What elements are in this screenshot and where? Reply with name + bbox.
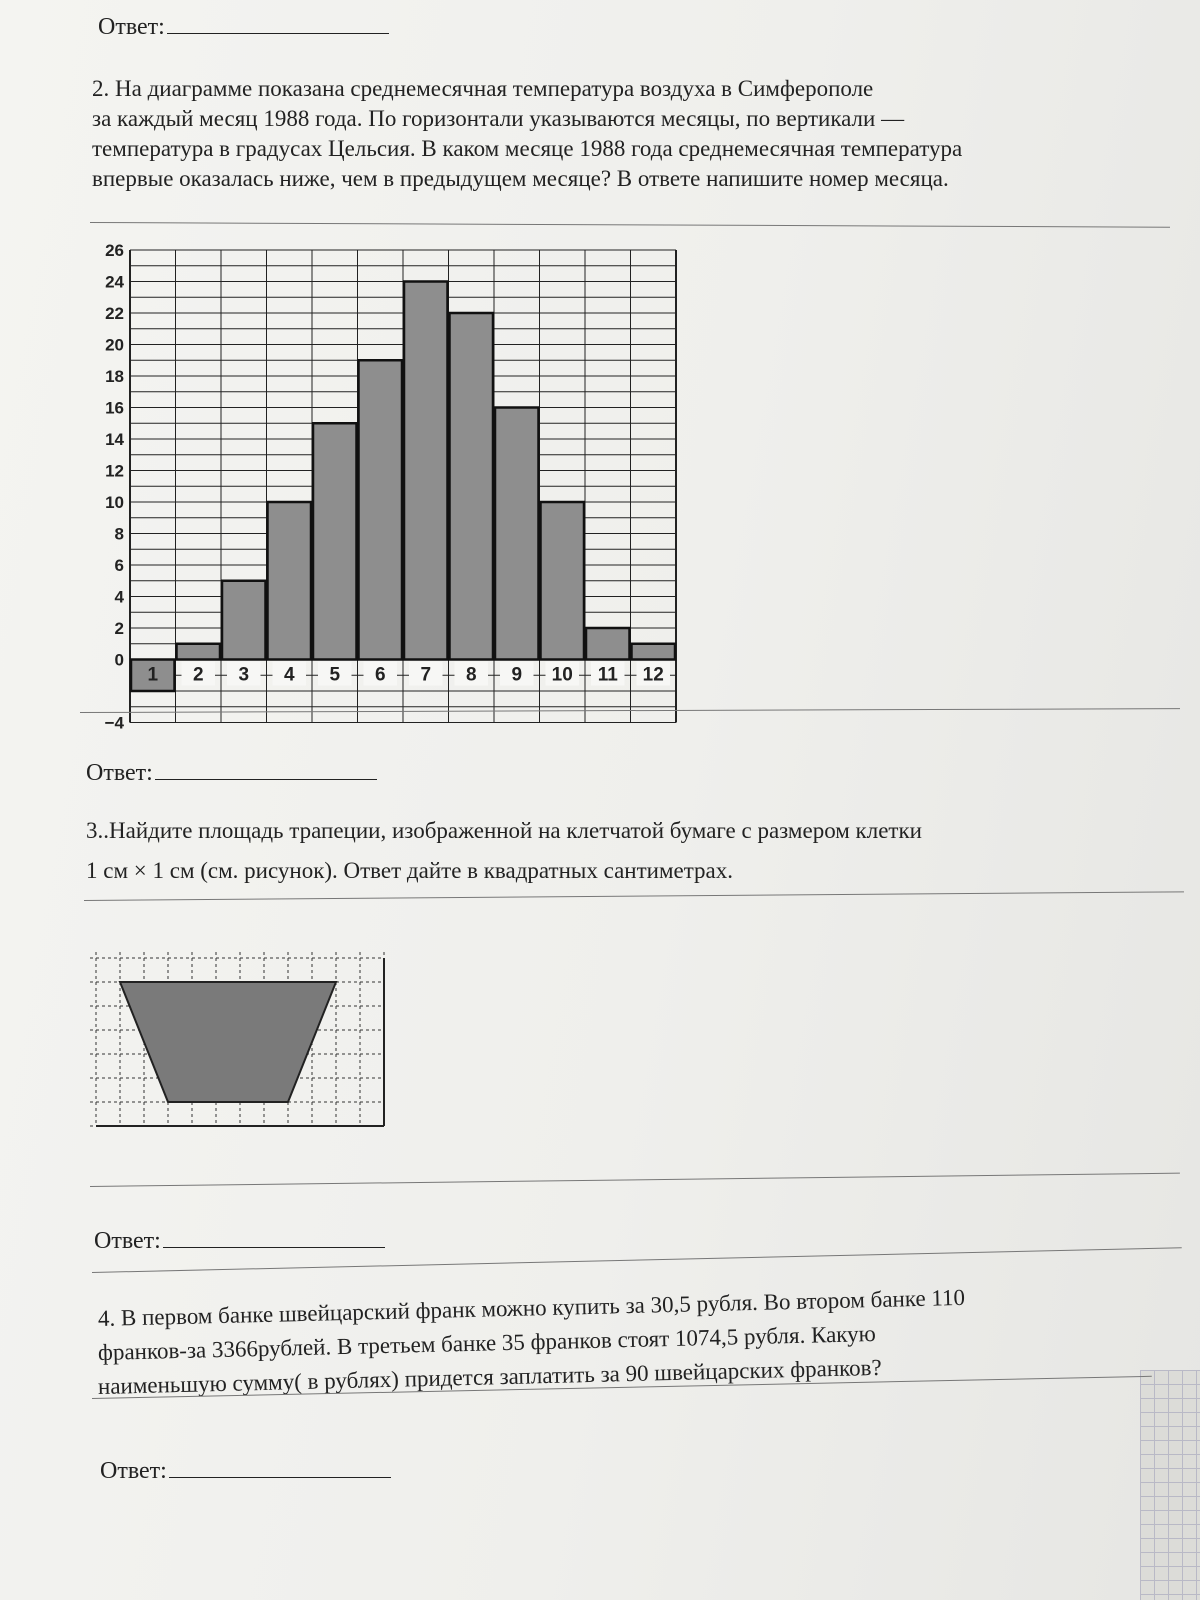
bar-month-5 <box>313 423 357 659</box>
answer-2 <box>86 760 377 787</box>
bar-month-11 <box>586 628 630 660</box>
trapezoid-shape <box>120 982 336 1102</box>
answer-blank <box>169 1459 391 1478</box>
task4-line-2: франков-за 3366рублей. В третьем банке 35 франков стоят 1074,5 рубля. Какую <box>97 1320 877 1365</box>
y-tick-label: 10 <box>105 493 124 512</box>
bar-month-10 <box>541 502 585 660</box>
y-tick-label: 18 <box>105 367 124 386</box>
task2-line-1: 2. На диаграмме показана среднемесячная температура воздуха в Симферополе <box>92 76 874 101</box>
trapezoid-figure <box>84 950 384 1150</box>
x-tick-label: 2 <box>192 664 204 686</box>
temperature-chart <box>80 240 710 733</box>
x-tick-label: 1 <box>147 664 159 686</box>
bar-month-4 <box>268 502 312 660</box>
bar-month-12 <box>632 644 676 660</box>
chart-y-labels <box>105 241 125 733</box>
task2-line-2: за каждый месяц 1988 года. По горизонтали указываются месяцы, по вертикали — <box>92 106 905 131</box>
y-tick-label: 12 <box>105 461 124 481</box>
y-tick-label: −4 <box>104 713 124 733</box>
answer-1 <box>98 14 389 41</box>
task2-line-4: впервые оказалась ниже, чем в предыдущем месяце? В ответе напишите номер месяца. <box>92 166 949 191</box>
answer-label: Ответ: <box>98 14 165 40</box>
y-tick-label: 0 <box>114 650 124 670</box>
answer-label: Ответ: <box>100 1458 167 1484</box>
y-tick-label: 14 <box>105 430 124 449</box>
answer-4 <box>100 1458 391 1485</box>
y-tick-label: 24 <box>105 272 124 292</box>
bar-month-2 <box>177 644 221 660</box>
x-tick-label: 8 <box>465 664 477 686</box>
x-tick-label: 9 <box>511 664 523 686</box>
chart-x-labels <box>147 662 670 686</box>
answer-blank <box>163 1229 385 1248</box>
x-tick-label: 11 <box>597 664 618 686</box>
graph-paper-corner <box>1140 1370 1200 1600</box>
answer-3 <box>94 1228 385 1255</box>
y-tick-label: 20 <box>105 335 124 355</box>
answer-blank <box>167 15 389 34</box>
y-tick-label: 4 <box>114 587 124 607</box>
y-tick-label: 2 <box>114 619 124 638</box>
y-tick-label: 16 <box>105 398 124 418</box>
y-tick-label: 22 <box>105 304 124 323</box>
task4-line-1: 4. В первом банке швейцарский франк можно купить за 30,5 рубля. Во втором банке 110 <box>97 1284 966 1331</box>
task2-line-3: температура в градусах Цельсия. В каком месяце 1988 года среднемесячная температура <box>92 136 963 161</box>
answer-label: Ответ: <box>86 760 153 786</box>
y-tick-label: 26 <box>105 241 124 260</box>
x-tick-label: 3 <box>238 664 250 686</box>
bar-month-3 <box>222 581 266 660</box>
bar-month-6 <box>359 360 403 659</box>
task4-line-3: наименьшую сумму( в рублях) придется заплатить за 90 швейцарских франков? <box>97 1354 882 1399</box>
bar-month-8 <box>450 313 494 660</box>
x-tick-label: 7 <box>420 664 432 686</box>
y-tick-label: 6 <box>114 556 124 575</box>
task3-line-1: 3..Найдите площадь трапеции, изображенной на клетчатой бумаге с размером клетки <box>86 818 922 843</box>
x-tick-label: 12 <box>642 664 664 686</box>
bar-month-9 <box>495 408 539 660</box>
x-tick-label: 5 <box>329 664 341 686</box>
x-tick-label: 10 <box>551 664 573 686</box>
task3-line-2: 1 см × 1 см (см. рисунок). Ответ дайте в квадратных сантиметрах. <box>86 858 733 883</box>
answer-blank <box>155 761 377 780</box>
y-tick-label: 8 <box>114 524 124 544</box>
x-tick-label: 4 <box>283 664 295 686</box>
bar-month-7 <box>404 282 448 660</box>
answer-label: Ответ: <box>94 1228 161 1254</box>
x-tick-label: 6 <box>374 664 386 686</box>
